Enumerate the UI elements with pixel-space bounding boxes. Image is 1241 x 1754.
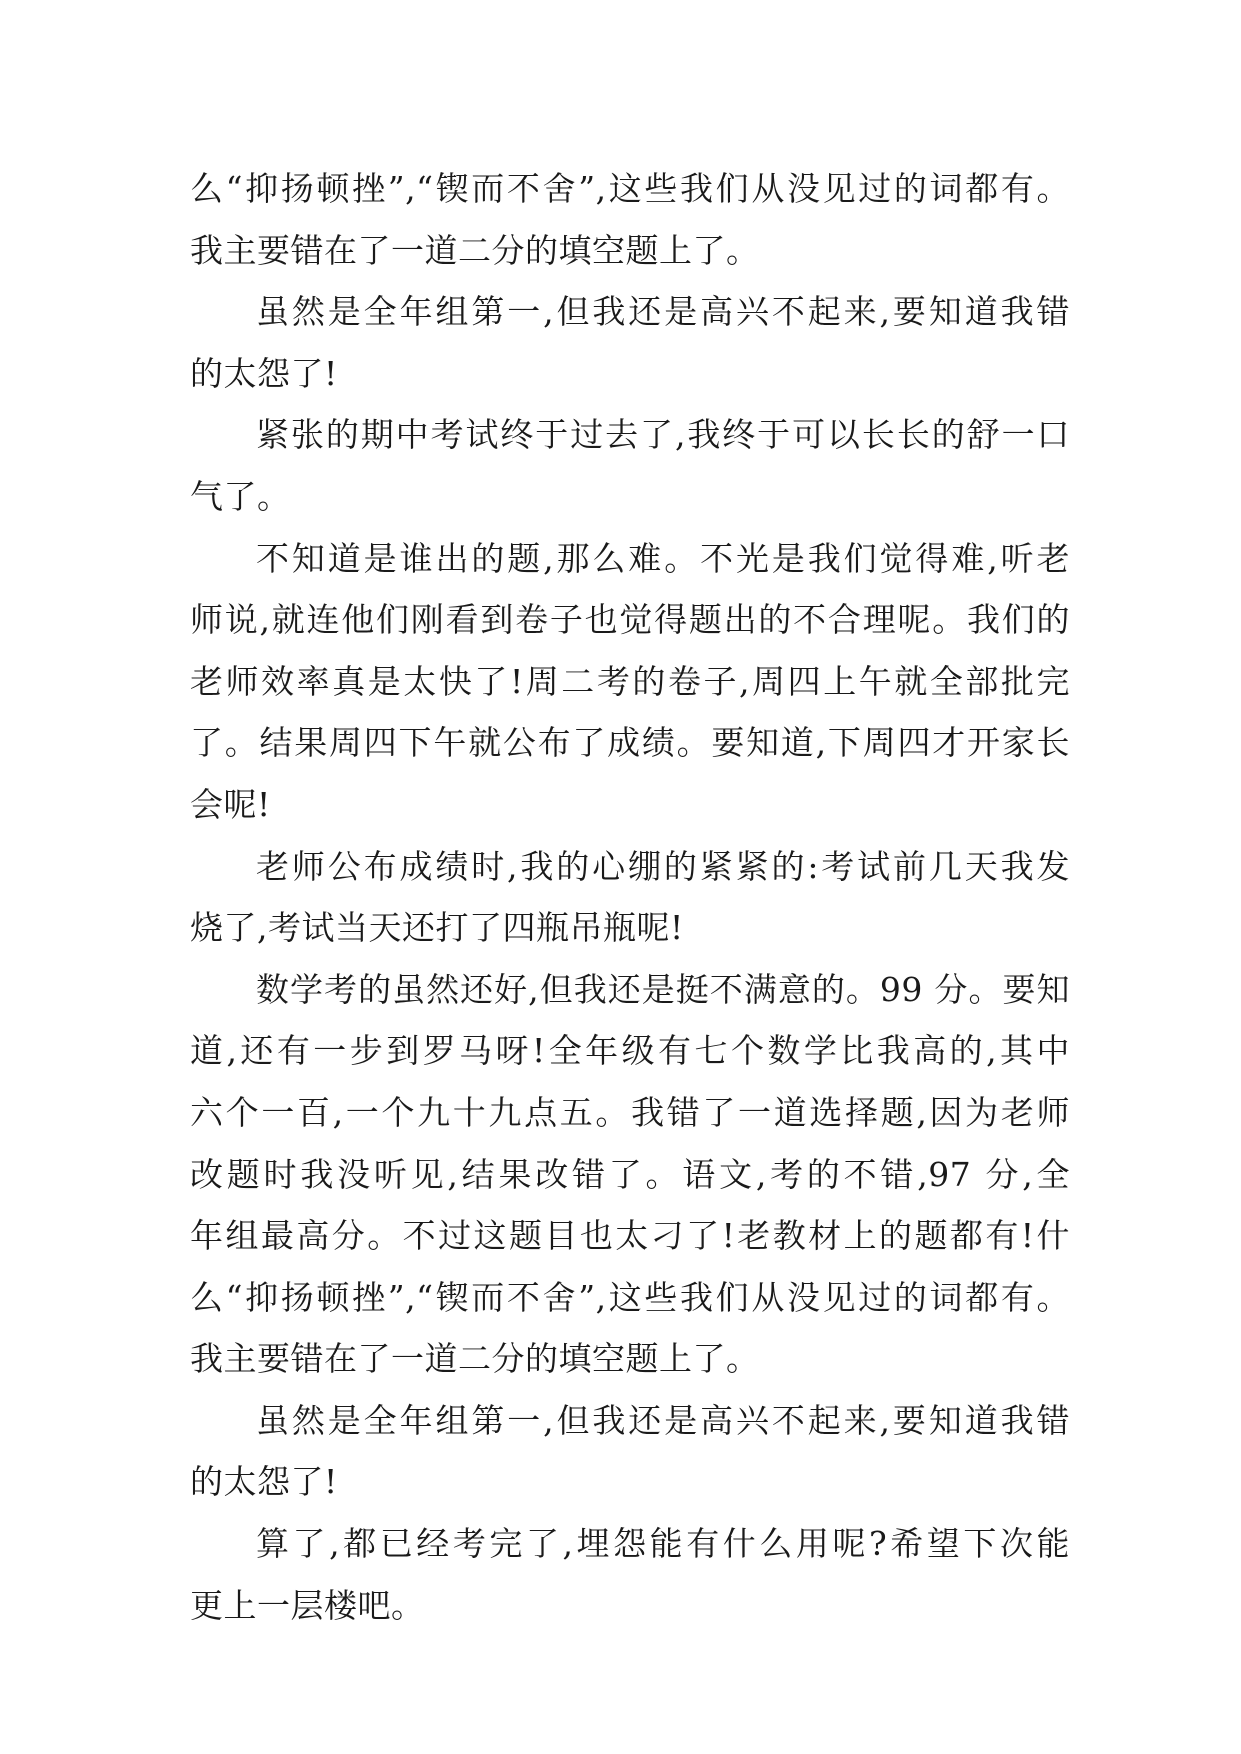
text-line: 了。结果周四下午就公布了成绩。要知道,下周四才开家长 — [190, 723, 1070, 763]
text-line: 的太怨了! — [190, 1462, 338, 1502]
text-line: 虽然是全年组第一,但我还是高兴不起来,要知道我错 — [256, 1400, 1070, 1440]
document-body — [190, 158, 1070, 1636]
text-line: 么“抑扬顿挫”,“锲而不舍”,这些我们从没见过的词都有。 — [190, 1277, 1070, 1317]
text-line: 老师公布成绩时,我的心绷的紧紧的:考试前几天我发 — [256, 846, 1070, 886]
text-line: 老师效率真是太快了!周二考的卷子,周四上午就全部批完 — [190, 661, 1070, 701]
text-line: 虽然是全年组第一,但我还是高兴不起来,要知道我错 — [256, 292, 1070, 332]
text-line: 会呢! — [190, 784, 271, 824]
text-line: 算了,都已经考完了,埋怨能有什么用呢?希望下次能 — [256, 1524, 1070, 1564]
text-line: 我主要错在了一道二分的填空题上了。 — [190, 1339, 760, 1379]
text-line: 数学考的虽然还好,但我还是挺不满意的。99 分。要知 — [256, 969, 1070, 1009]
text-line: 我主要错在了一道二分的填空题上了。 — [190, 230, 760, 270]
text-line: 改题时我没听见,结果改错了。语文,考的不错,97 分,全 — [190, 1154, 1070, 1194]
text-line: 不知道是谁出的题,那么难。不光是我们觉得难,听老 — [256, 538, 1070, 578]
text-line: 更上一层楼吧。 — [190, 1585, 425, 1625]
text-line: 烧了,考试当天还打了四瓶吊瓶呢! — [190, 908, 684, 948]
text-line: 年组最高分。不过这题目也太刁了!老教材上的题都有!什 — [190, 1216, 1070, 1256]
text-line: 六个一百,一个九十九点五。我错了一道选择题,因为老师 — [190, 1092, 1070, 1132]
text-line: 么“抑扬顿挫”,“锲而不舍”,这些我们从没见过的词都有。 — [190, 169, 1070, 208]
text-line: 师说,就连他们刚看到卷子也觉得题出的不合理呢。我们的 — [190, 600, 1070, 640]
text-line: 紧张的期中考试终于过去了,我终于可以长长的舒一口 — [256, 415, 1070, 455]
text-line: 道,还有一步到罗马呀!全年级有七个数学比我高的,其中 — [190, 1031, 1070, 1071]
text-line: 气了。 — [190, 476, 291, 516]
text-line: 的太怨了! — [190, 353, 338, 393]
